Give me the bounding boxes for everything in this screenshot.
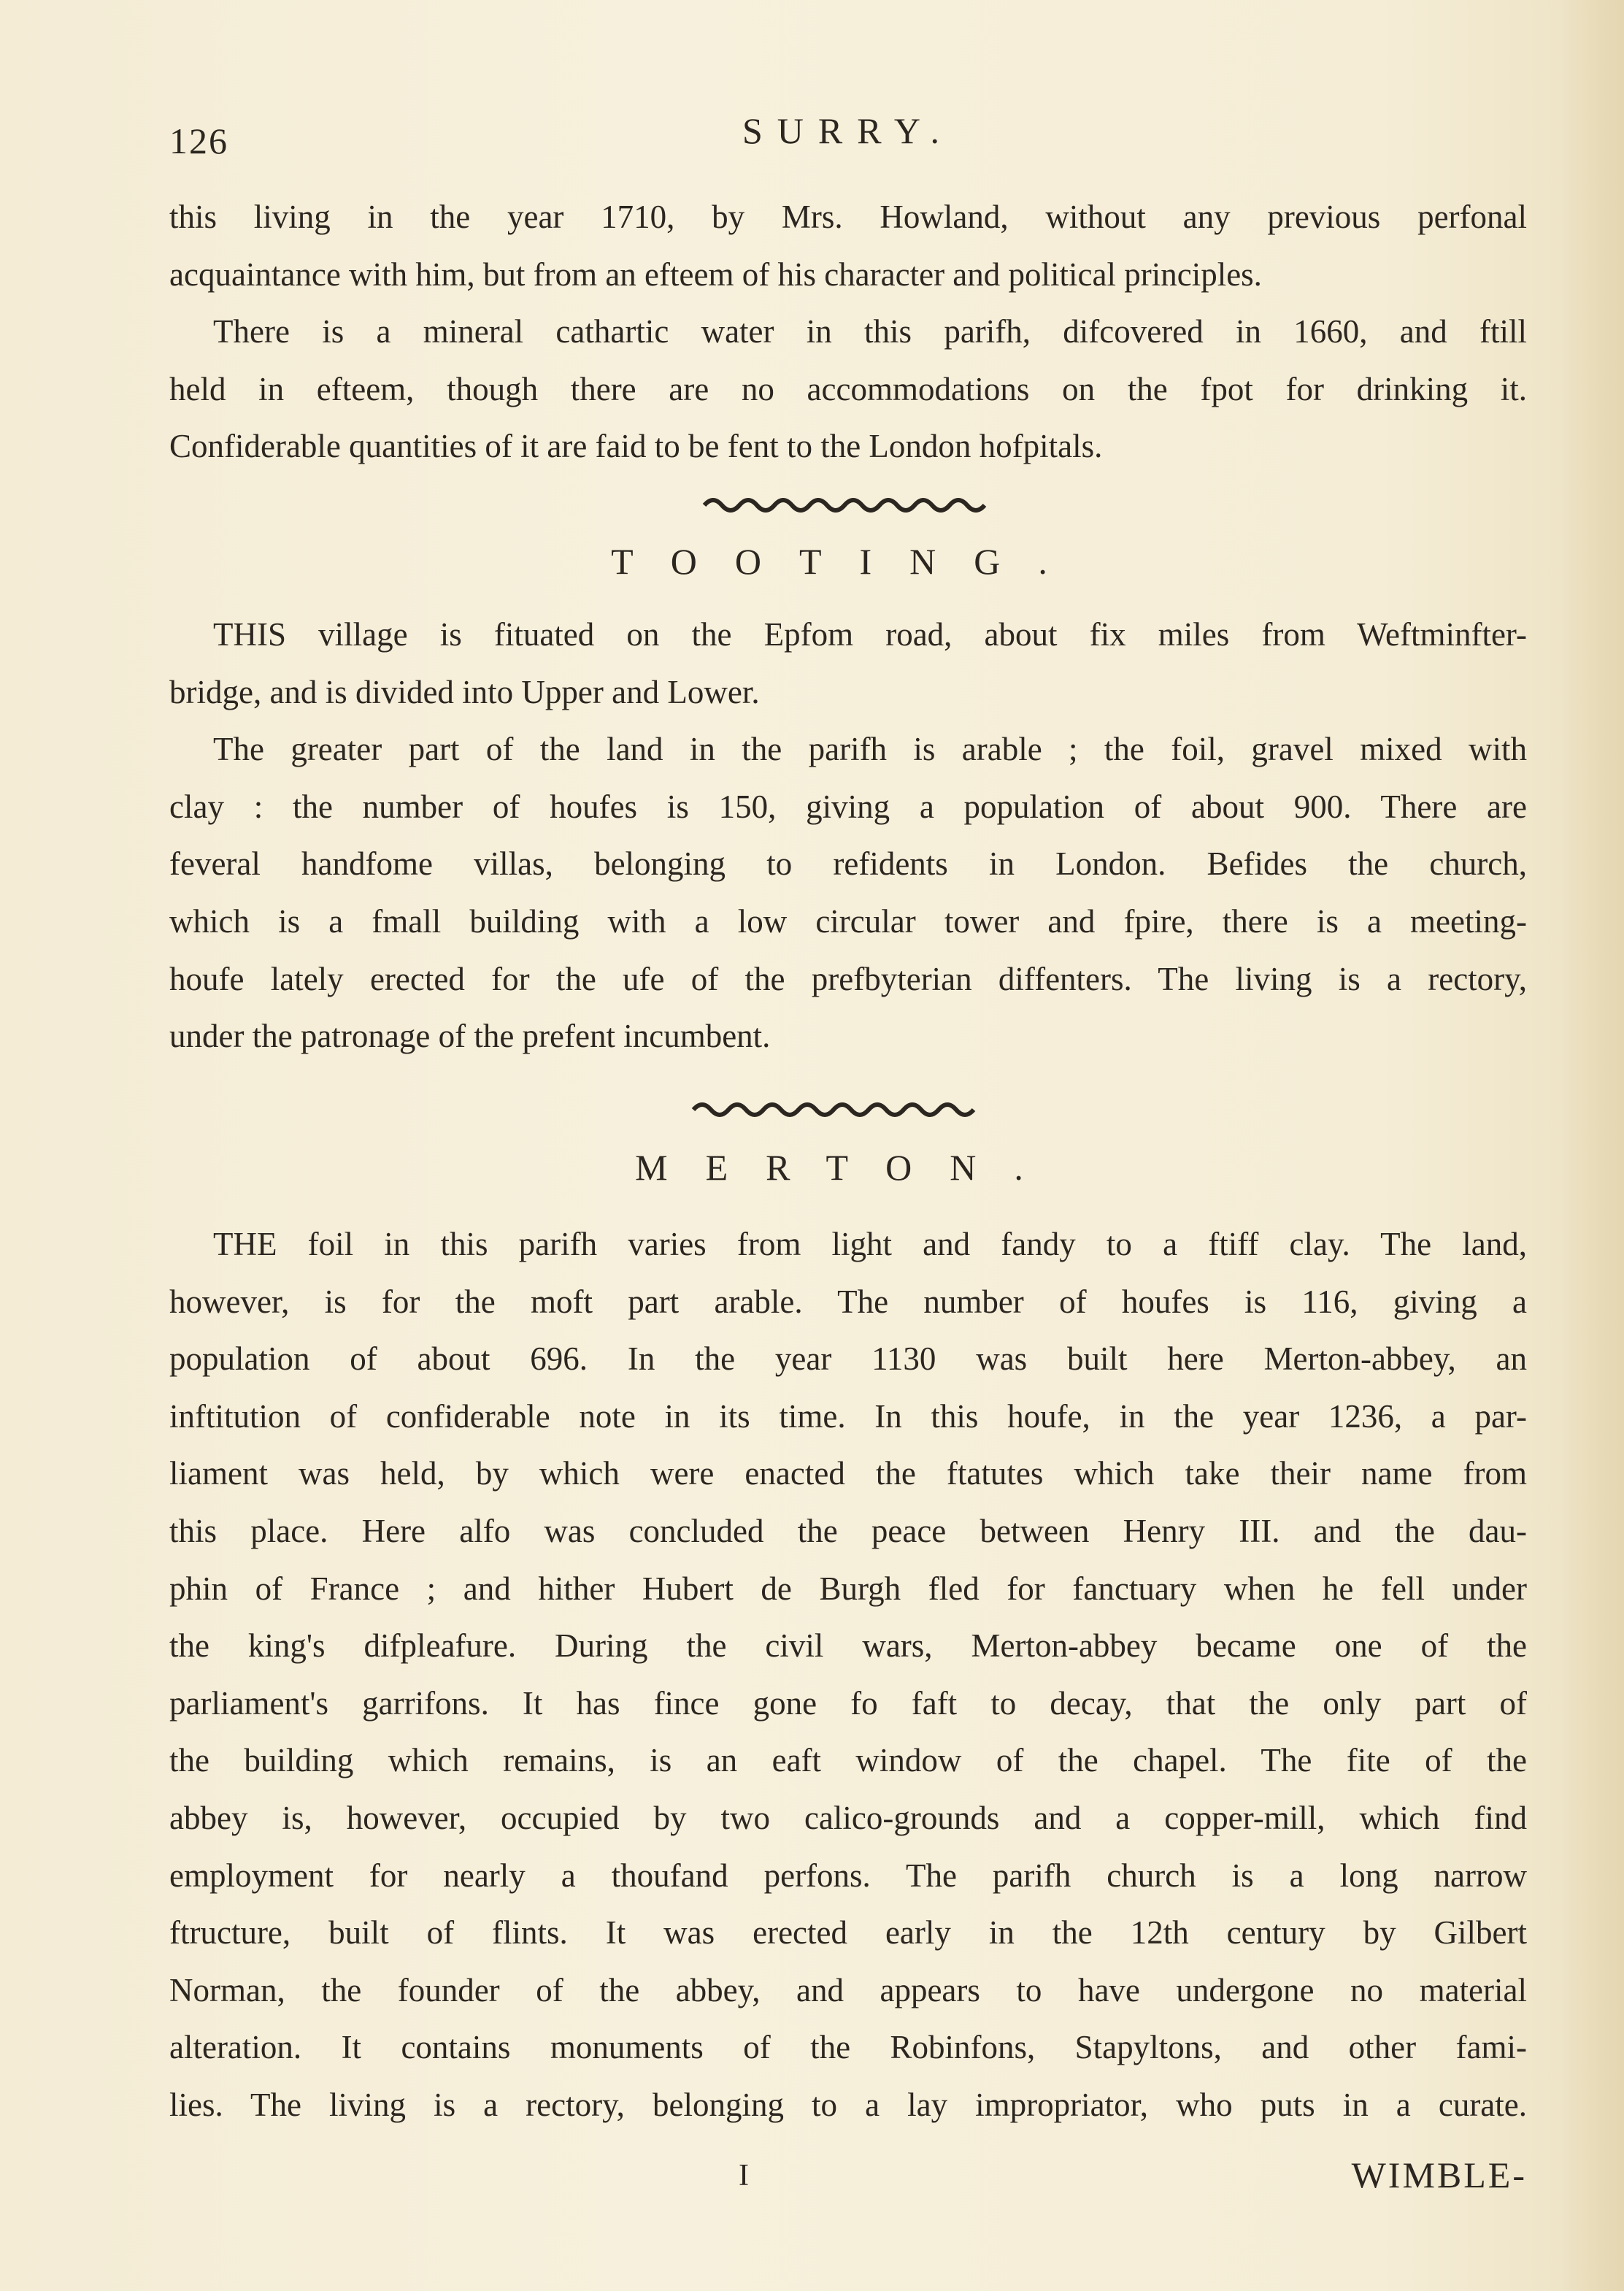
text-line: houfe lately erected for the ufe of the prefbyterian diffenters. The living is a rectory, (169, 960, 1527, 997)
text-line: The greater part of the land in the parifh is arable ; the foil, gravel mixed with (213, 731, 1527, 768)
text-line: abbey is, however, occupied by two calico-grounds and a copper-mill, which find (169, 1799, 1527, 1836)
text-line: liament was held, by which were enacted the ftatutes which take their name from (169, 1455, 1527, 1492)
text-line: the king's difpleafure. During the civil wars, Merton-abbey became one of the (169, 1627, 1527, 1665)
tooting-text (169, 606, 1527, 1065)
text-line: held in efteem, though there are no accommodations on the fpot for drinking it. (169, 370, 1527, 407)
text-line: under the patronage of the prefent incumbent. (169, 1018, 771, 1055)
page-edge-shadow (1558, 0, 1624, 2291)
text-line: THE foil in this parifh varies from light and fandy to a ftiff clay. The land, (213, 1226, 1527, 1262)
text-line: employment for nearly a thoufand perfons. The parifh church is a long narrow (169, 1857, 1527, 1894)
text-line: Norman, the founder of the abbey, and appears to have undergone no material (169, 1971, 1527, 2008)
text-line: inftitution of confiderable note in its time. In this houfe, in the year 1236, a par- (169, 1397, 1527, 1435)
text-line: THIS village is fituated on the Epfom road, about fix miles from Weftminfter- (213, 616, 1527, 653)
text-line: ftructure, built of flints. It was erected early in the 12th century by Gilbert (169, 1914, 1527, 1952)
text-line: There is a mineral cathartic water in this parifh, difcovered in 1660, and ftill (213, 313, 1527, 350)
text-line: bridge, and is divided into Upper and Lower. (169, 673, 760, 710)
ornament-divider (701, 491, 1007, 513)
section-title-tooting: TOOTING. (611, 541, 1085, 582)
page-footer (169, 2154, 1527, 2205)
text-line: the building which remains, is an eaft window of the chapel. The fite of the (169, 1742, 1527, 1779)
merton-text (169, 1216, 1527, 2134)
text-line: Confiderable quantities of it are faid to be fent to the London hofpitals. (169, 428, 1103, 465)
text-line: acquaintance with him, but from an efteem of his character and political principles. (169, 256, 1262, 293)
running-title: SURRY. (742, 110, 955, 151)
text-line: however, is for the moft part arable. The number of houfes is 116, giving a (169, 1283, 1527, 1320)
text-line: clay : the number of houfes is 150, giving a population of about 900. There are (169, 788, 1527, 825)
ornament-divider (690, 1095, 996, 1117)
section-title-merton: MERTON. (635, 1147, 1061, 1188)
text-line: this place. Here alfo was concluded the peace between Henry III. and the dau- (169, 1512, 1527, 1549)
text-line: parliament's garrifons. It has fince gone fo faft to decay, that the only part of (169, 1684, 1527, 1722)
page-number: 126 (169, 120, 228, 161)
text-line: feveral handfome villas, belonging to refidents in London. Befides the church, (169, 845, 1527, 883)
page-header (169, 110, 1527, 168)
text-line: lies. The living is a rectory, belonging to a lay impropriator, who puts in a curate. (169, 2086, 1527, 2123)
signature-mark: I (739, 2159, 749, 2192)
catchword: WIMBLE- (1351, 2154, 1527, 2195)
text-line: phin of France ; and hither Hubert de Burgh fled for fanctuary when he fell under (169, 1570, 1527, 1607)
text-line: population of about 696. In the year 1130 was built here Merton-abbey, an (169, 1340, 1527, 1378)
intro-text (169, 188, 1527, 475)
text-line: this living in the year 1710, by Mrs. Howland, without any previous perfonal (169, 199, 1527, 235)
text-line: alteration. It contains monuments of the Robinfons, Stapyltons, and other fami- (169, 2029, 1527, 2066)
text-line: which is a fmall building with a low circular tower and fpire, there is a meeting- (169, 902, 1527, 940)
